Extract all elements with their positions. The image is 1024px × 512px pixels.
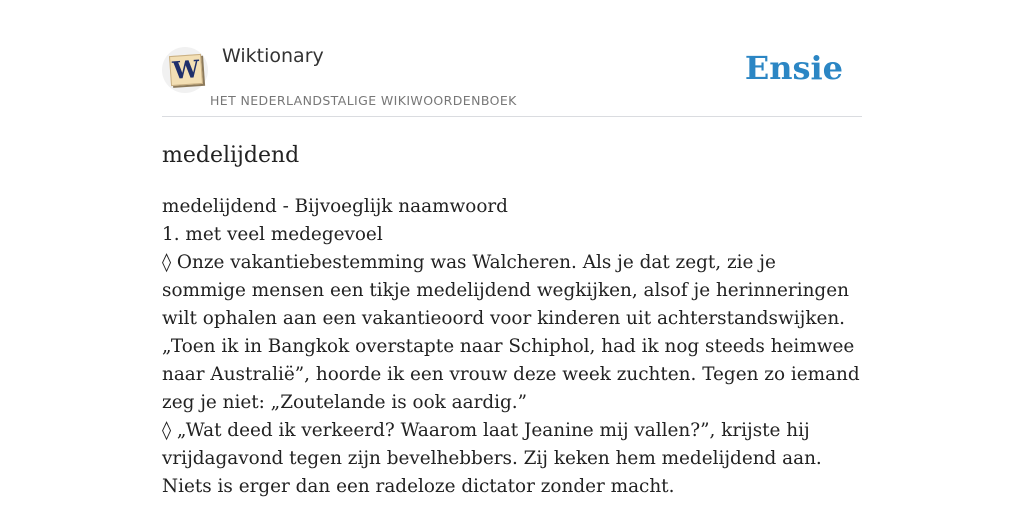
entry-definition: 1. met veel medegevoel [162,224,383,245]
wiktionary-logo[interactable] [162,47,208,93]
example-sentence: ◊ „Wat deed ik verkeerd? Waarom laat Jeanine mij vallen?”, krijste hij vrijdagavond tegen zijn bevelhebbers. Zij keken hem medelijdend aan. Niets is erger dan een radeloze dictator zonder macht. [162,420,822,497]
ensie-logo[interactable]: Ensie [744,49,843,87]
site-tagline: HET NEDERLANDSTALIGE WIKIWOORDENBOEK [210,93,517,108]
page [162,0,862,501]
entry-content [162,193,862,501]
site-name[interactable]: Wiktionary [222,45,324,67]
example-sentence: ◊ Onze vakantiebestemming was Walcheren. Als je dat zegt, zie je sommige mensen een tikje medelijdend wegkijken, alsof je herinneringen wilt ophalen aan een vakantieoord voor kinderen uit achterstandswijken. „Toen ik in Bangkok overstapte naar Schiphol, had ik nog steeds heimwee naar Australië”, hoorde ik een vrouw deze week zuchten. Tegen zo iemand zeg je niet: „Zoutelande is ook aardig.” [162,252,860,413]
entry-title: medelijdend [162,143,300,168]
site-header [162,0,862,117]
logo-tile-icon: W [169,54,203,86]
entry-heading: medelijdend - Bijvoeglijk naamwoord [162,196,508,217]
